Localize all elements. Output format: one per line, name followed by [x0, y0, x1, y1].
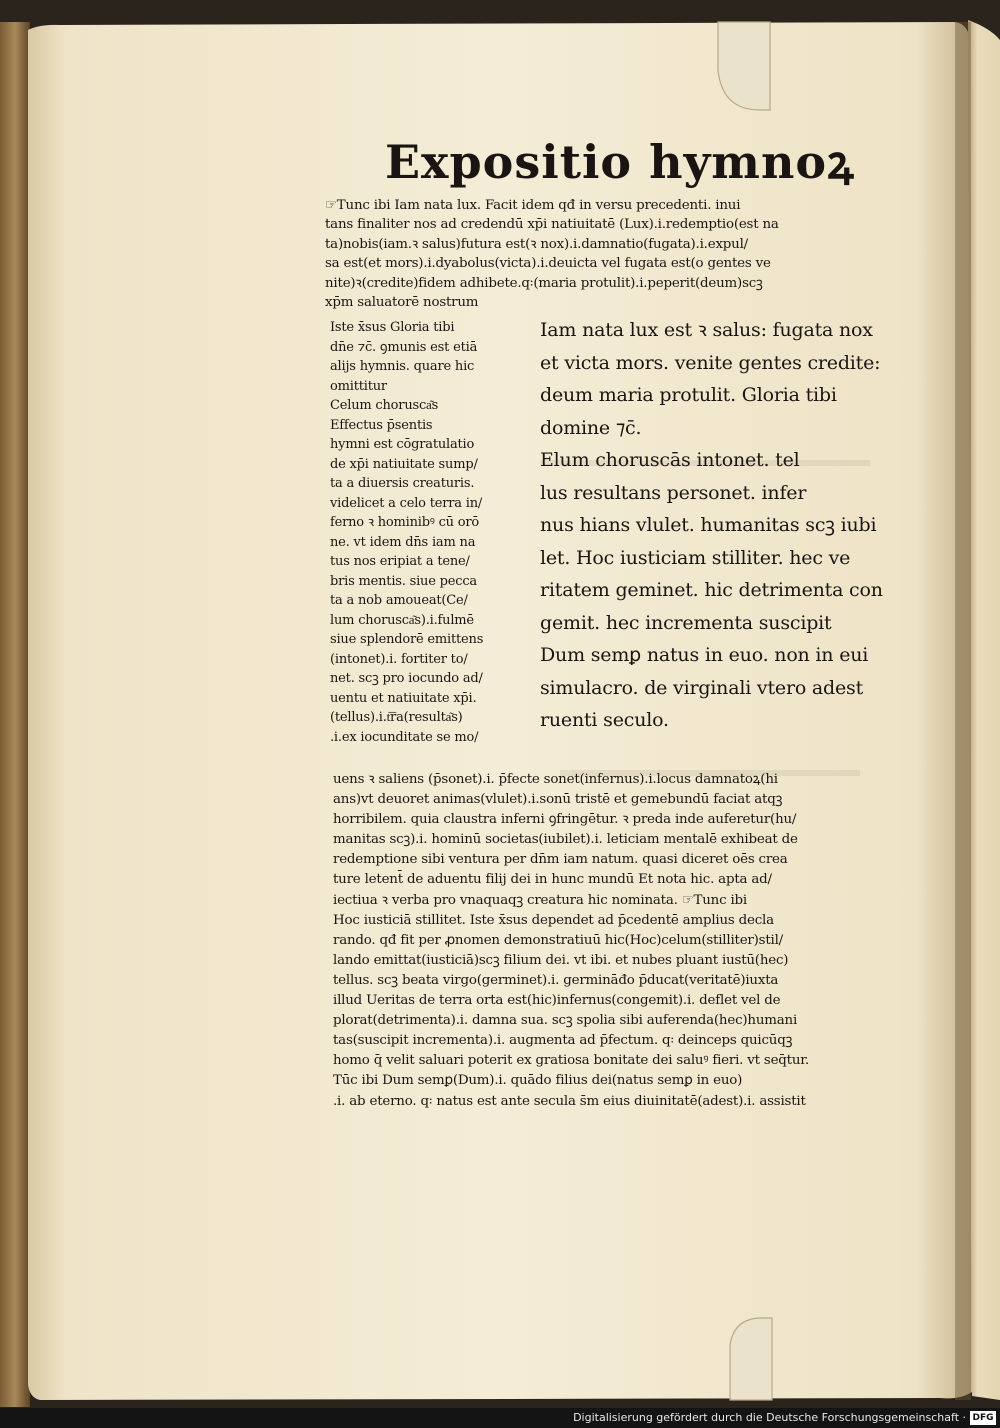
gloss-bottom — [333, 770, 809, 1112]
dfg-logo: DFG — [970, 1411, 996, 1425]
gloss-line: tans finaliter nos ad credendū xp̄i natiuitatē (Lux).i.redemptio(est na — [325, 217, 779, 233]
page-title: Expositio hymnoꝝ — [385, 135, 855, 189]
hymn-line: domine ⁊c̄. — [540, 416, 642, 439]
gloss-line: ta)nobis(iam.ꝛ salus)futura est(ꝛ nox).i.damnatio(fugata).i.expul/ — [325, 236, 748, 252]
gloss-line: hymni est cōgratulatio — [330, 437, 475, 452]
gloss-line: lando emittat(iusticiā)scꝫ filium dei. vt ibi. et nubes pluant iustū(hec) — [333, 952, 789, 968]
hymn-line: gemit. hec incrementa suscipit — [540, 611, 832, 634]
bottom-clip — [730, 1318, 772, 1400]
gloss-line: Iste x̄sus Gloria tibi — [330, 320, 455, 335]
gloss-line: tas(suscipit incrementa).i. augmenta ad p̄fectum. q꞉ deinceps quicūqꝫ — [333, 1033, 793, 1049]
gloss-line: sa est(et mors).i.dyabolus(victa).i.deuicta vel fugata est(o gentes ve — [325, 256, 771, 272]
gloss-line: videlicet a celo terra in/ — [330, 495, 483, 511]
gloss-line: (intonet).i. fortiter to/ — [330, 651, 468, 667]
gloss-line: Effectus p̄sentis — [330, 417, 433, 433]
gloss-line: uens ꝛ saliens (p̄sonet).i. p̄fecte sonet(infernus).i.locus damnatoꝝ(hi — [333, 772, 778, 787]
hymn-line: deum maria protulit. Gloria tibi — [540, 384, 837, 406]
gloss-line: .i. ab eterno. q꞉ natus est ante secula s̄m eius diuinitatē(adest).i. assistit — [333, 1093, 806, 1109]
hymn-line: et victa mors. venite gentes credite: — [540, 351, 881, 374]
gloss-line: ne. vt idem dn̄s iam na — [330, 534, 476, 550]
gloss-line: ans)vt deuoret animas(vlulet).i.sonū tristē et gemebundū faciat atqꝫ — [333, 792, 783, 808]
hymn-line: Iam nata lux est ꝛ salus: fugata nox — [540, 319, 873, 341]
gloss-line: lum chorusca͂s).i.fulmē — [330, 612, 474, 628]
hymn-line: ritatem geminet. hic detrimenta con — [540, 579, 883, 601]
gloss-line: net. scꝫ pro iocundo ad/ — [330, 671, 483, 686]
gloss-top — [325, 196, 779, 312]
gloss-line: (tellus).i.t͞ra(resulta͂s) — [330, 710, 463, 725]
footer-text: Digitalisierung gefördert durch die Deutsche Forschungsgemeinschaft · — [573, 1411, 966, 1424]
gloss-line: de xp̄i natiuitate sump/ — [330, 456, 478, 472]
gloss-line: omittitur — [330, 378, 387, 394]
gloss-line: ture letent̄ de aduentu filij dei in hunc mundū Et nota hic. apta ad/ — [333, 872, 772, 888]
gloss-line: dn̄e ⁊c̄. ꝯmunis est etiā — [330, 339, 478, 355]
hymn-line: nus hians vlulet. humanitas scꝫ iubi — [540, 514, 877, 536]
hymn-line: Dum semꝑ natus in euo. non in eui — [540, 644, 869, 666]
gloss-left-column — [330, 318, 483, 747]
page-edges — [0, 22, 30, 1407]
hymn-line: Elum choruscās intonet. tel — [540, 449, 800, 471]
gloss-line: manitas scꝫ).i. hominū societas(iubilet).i. leticiam mentalē exhibeat de — [333, 832, 798, 848]
digitization-footer — [0, 1408, 1000, 1428]
gloss-line: nite)ꝛ(credite)fidem adhibete.q꞉(maria protulit).i.peperit(deum)scꝫ — [325, 275, 763, 291]
gloss-line: .i.ex iocunditate se mo/ — [330, 729, 479, 745]
gloss-line: homo q̄ velit saluari poterit ex gratiosa bonitate dei saluꝰ fieri. vt seq̄tur. — [333, 1053, 810, 1069]
gloss-line: illud Ueritas de terra orta est(hic)infernus(congemit).i. deflet vel de — [333, 993, 781, 1009]
hymn-line: simulacro. de virginali vtero adest — [540, 676, 864, 699]
gloss-line: uentu et natiuitate xp̄i. — [330, 690, 477, 706]
hymn-text — [540, 314, 883, 737]
gloss-line: ferno ꝛ hominibꝰ cū orō — [330, 515, 480, 530]
hymn-line: lus resultans personet. infer — [540, 481, 807, 504]
gloss-line: bris mentis. siue pecca — [330, 573, 477, 589]
gloss-line: xp̄m saluatorē nostrum — [325, 295, 479, 311]
gloss-line: Hoc iusticiā stillitet. Iste x̄sus dependet ad p̄cedentē amplius decla — [333, 912, 774, 928]
gloss-line: horribilem. quia claustra inferni ꝯfringētur. ꝛ preda inde auferetur(hu/ — [333, 812, 797, 828]
gloss-line: ☞Tunc ibi Iam nata lux. Facit idem qđ in versu precedenti. inui — [325, 198, 741, 213]
gloss-line: Tūc ibi Dum semꝑ(Dum).i. quādo filius dei(natus semꝑ in euo) — [333, 1073, 743, 1089]
facing-page — [968, 20, 1000, 1400]
gloss-line: plorat(detrimenta).i. damna sua. scꝫ spolia sibi auferenda(hec)humani — [333, 1013, 798, 1029]
gloss-line: redemptione sibi ventura per dn̄m iam natum. quasi diceret oēs crea — [333, 852, 788, 868]
gloss-line: iectiua ꝛ verba pro vnaquaqꝫ creatura hic nominata. ☞Tunc ibi — [333, 892, 748, 908]
gloss-line: ta a diuersis creaturis. — [330, 476, 475, 491]
gloss-line: Celum chorusca͂s — [330, 398, 439, 413]
hymn-line: ruenti seculo. — [540, 709, 669, 731]
gloss-line: siue splendorē emittens — [330, 632, 484, 647]
gloss-line: tus nos eripiat a tene/ — [330, 554, 470, 569]
gloss-line: alijs hymnis. quare hic — [330, 359, 475, 374]
gloss-line: rando. qđ fit per ꝓnomen demonstratiuū hic(Hoc)celum(stilliter)stil/ — [333, 932, 783, 948]
hymn-line: let. Hoc iusticiam stilliter. hec ve — [540, 546, 851, 569]
gloss-line: tellus. scꝫ beata virgo(germinet).i. germināđo p̄ducat(veritatē)iuxta — [333, 972, 779, 988]
gloss-line: ta a nob amoueat(Ce/ — [330, 593, 468, 608]
